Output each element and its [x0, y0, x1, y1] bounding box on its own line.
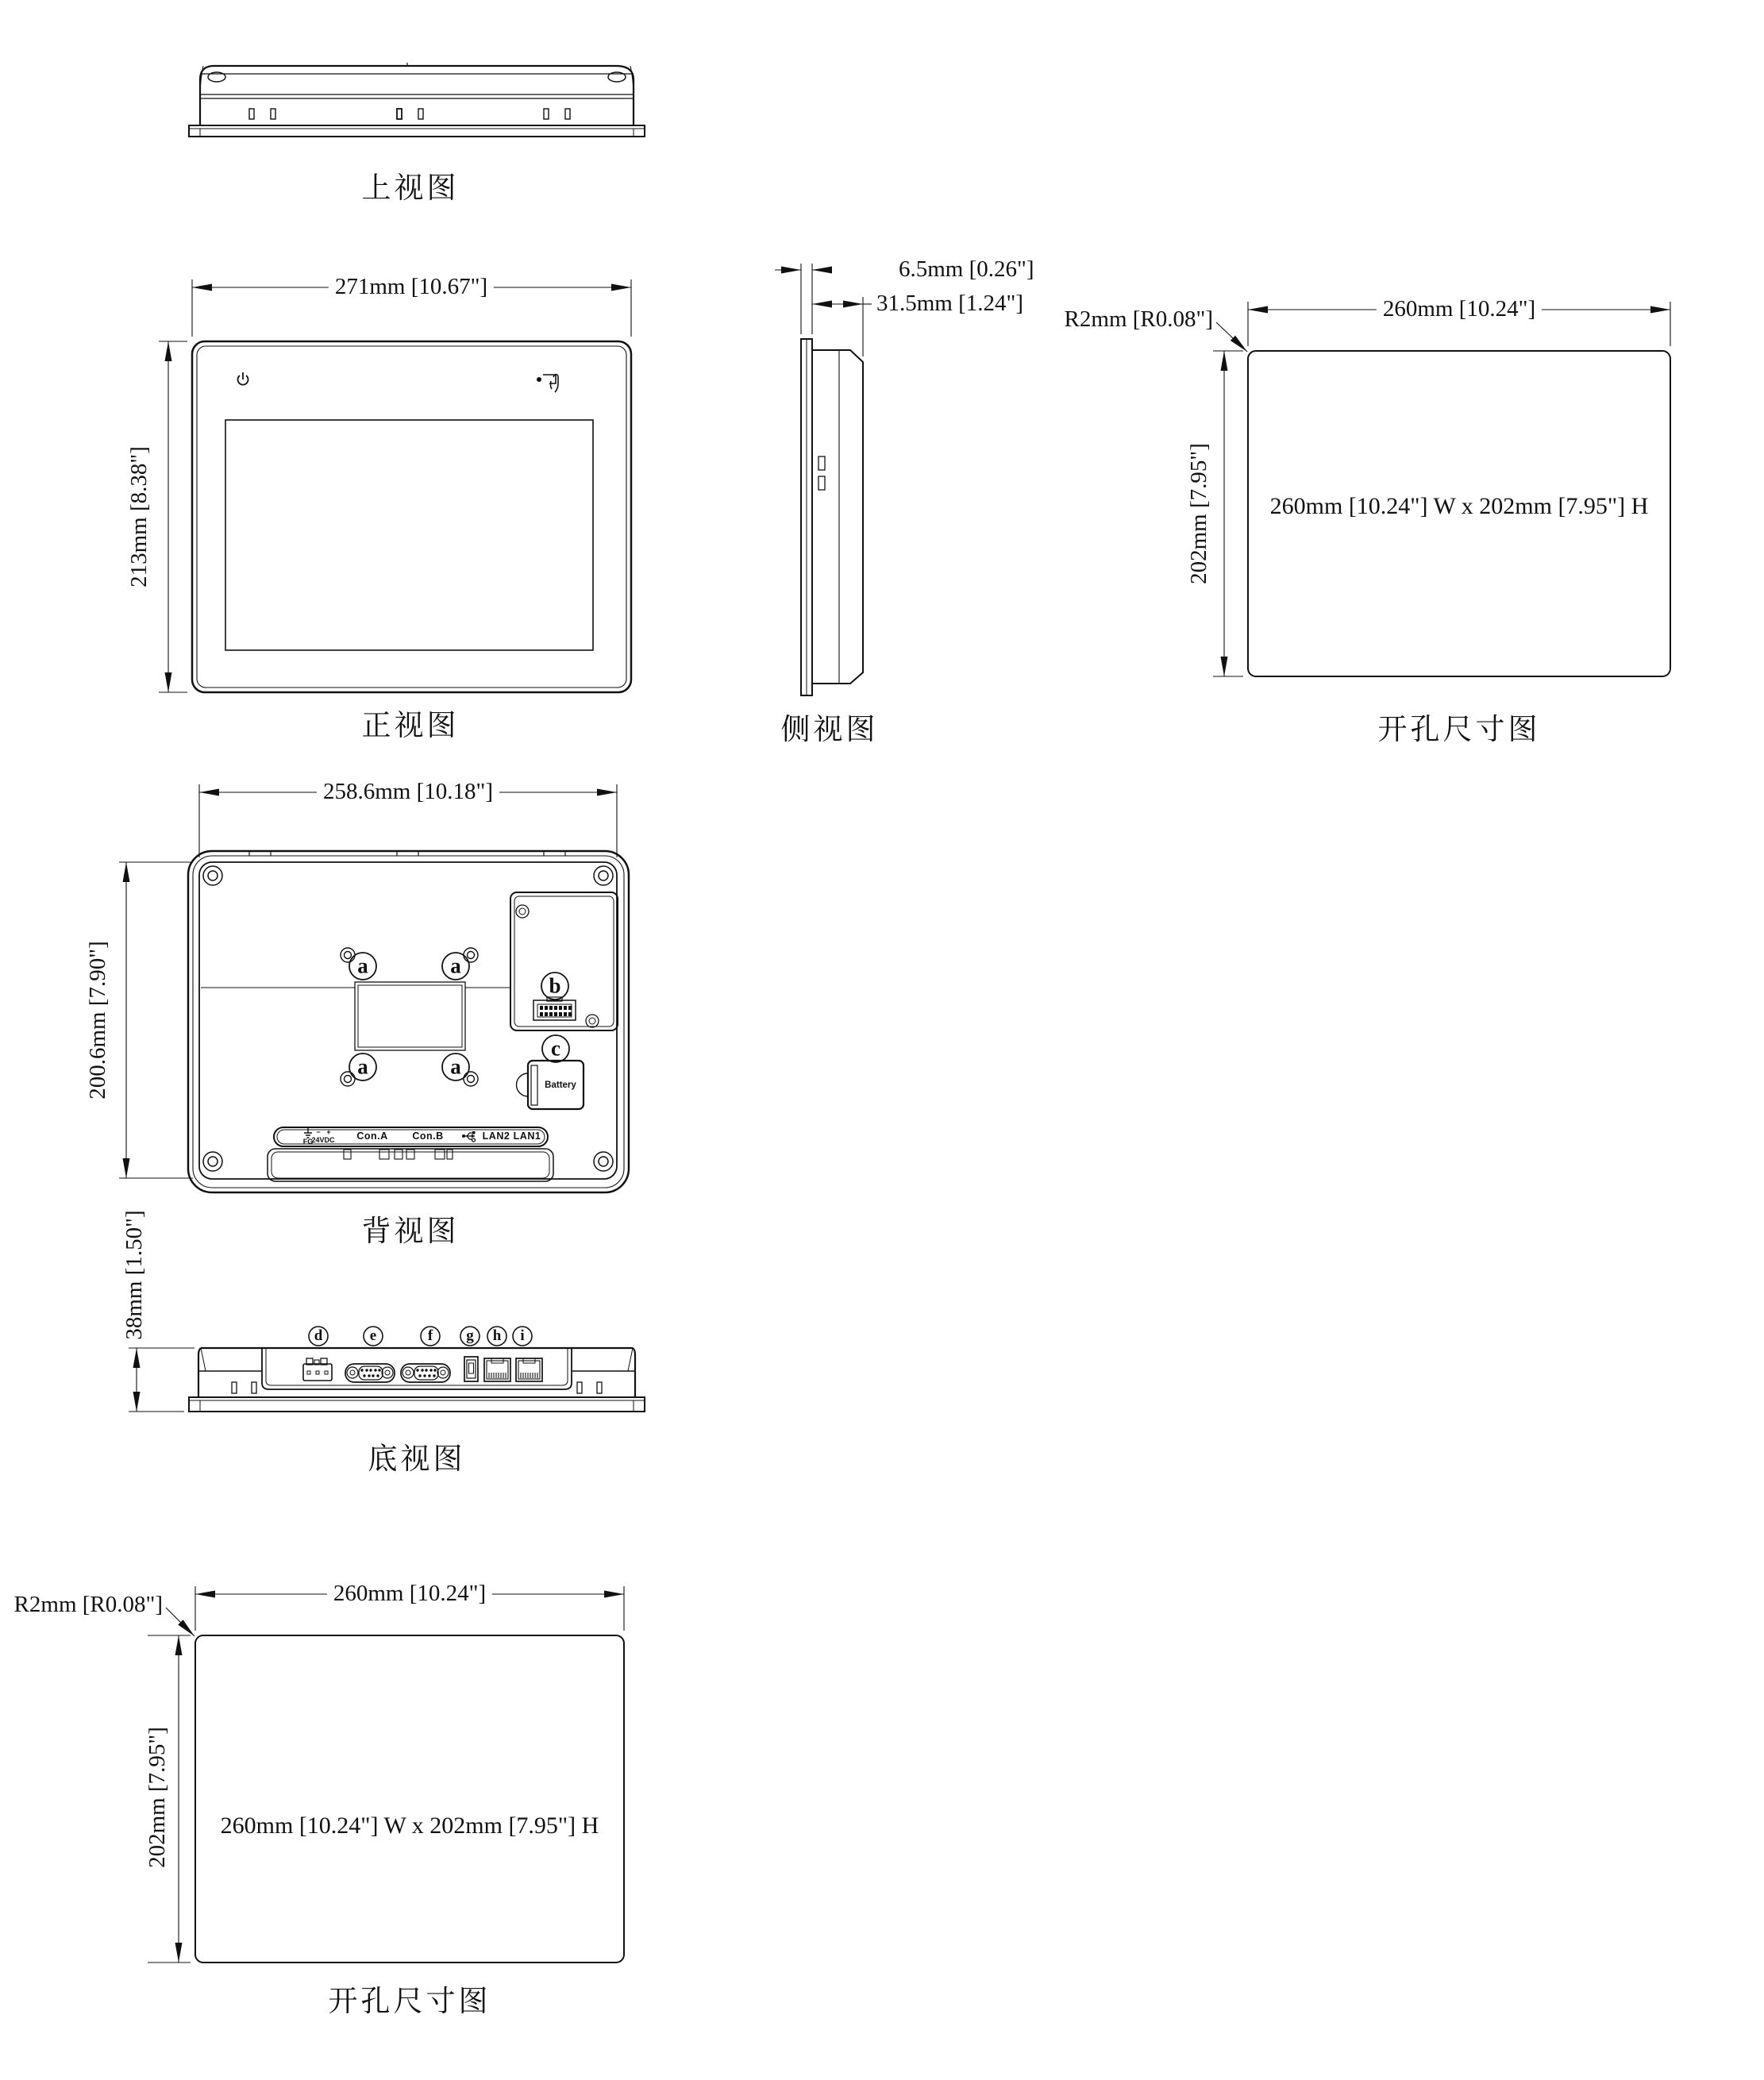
- callout-vesa-a2: a: [450, 953, 461, 978]
- callout-e: e: [369, 1327, 377, 1344]
- port-label-fg: FG: [302, 1138, 314, 1146]
- top-view-drawing: [189, 63, 645, 137]
- cutout-bottom-width-dimension: 260mm [10.24"]: [327, 1581, 492, 1607]
- callout-dip-b: b: [549, 973, 561, 998]
- cutout-top-size-text: 260mm [10.24"] W x 202mm [7.95"] H: [1269, 493, 1649, 519]
- back-height-dimension: 200.6mm [7.90"]: [86, 938, 111, 1103]
- bottom-height-dimension: 38mm [1.50"]: [122, 1207, 148, 1342]
- lan2-rj45-connector: [484, 1358, 510, 1381]
- cutout-bottom-size-text: 260mm [10.24"] W x 202mm [7.95"] H: [220, 1812, 599, 1839]
- back-width-dimension: 258.6mm [10.18"]: [317, 780, 499, 805]
- top-view-label: 上视图: [361, 172, 460, 205]
- port-label-dc-minus: −: [316, 1128, 321, 1136]
- cutout-top-width-dimension: 260mm [10.24"]: [1377, 297, 1542, 322]
- lan1-rj45-connector: [516, 1358, 542, 1381]
- cutout-bottom-drawing: [148, 1586, 624, 1963]
- callout-f: f: [427, 1327, 433, 1344]
- cutout-top-radius-dimension: R2mm [R0.08"]: [1064, 306, 1213, 333]
- battery-label: Battery: [545, 1080, 576, 1090]
- cutout-top-drawing: [1213, 302, 1670, 676]
- front-view-drawing: [159, 279, 631, 692]
- dip-switch-connector: [533, 997, 576, 1020]
- callout-vesa-a1: a: [357, 953, 368, 978]
- side-bezel-depth-dimension: 6.5mm [0.26"]: [895, 257, 1038, 283]
- cutout-top-height-dimension: 202mm [7.95"]: [1187, 440, 1212, 587]
- port-label-dc-plus: +: [326, 1128, 331, 1136]
- callout-battery-c: c: [551, 1036, 560, 1061]
- side-view-drawing: [775, 264, 872, 695]
- com-b-db9-connector: [401, 1364, 450, 1382]
- front-height-dimension: 213mm [8.38"]: [127, 443, 152, 591]
- front-width-dimension: 271mm [10.67"]: [329, 275, 494, 300]
- cutout-bottom-height-dimension: 202mm [7.95"]: [145, 1724, 171, 1871]
- cutout-top-label: 开孔尺寸图: [1377, 714, 1541, 746]
- back-view-label: 背视图: [361, 1215, 460, 1248]
- port-label-24vdc: 24VDC: [311, 1136, 335, 1144]
- side-body-depth-dimension: 31.5mm [1.24"]: [873, 291, 1026, 317]
- callout-h: h: [492, 1327, 502, 1344]
- port-label-lan1: LAN1: [513, 1131, 541, 1142]
- port-label-con-a: Con.A: [356, 1131, 388, 1142]
- cutout-bottom-label: 开孔尺寸图: [328, 1986, 491, 2018]
- display-area: [225, 420, 593, 650]
- bottom-view-drawing: [129, 1327, 645, 1412]
- front-view-label: 正视图: [361, 710, 460, 742]
- callout-g: g: [466, 1327, 474, 1344]
- port-label-lan2: LAN2: [482, 1131, 510, 1142]
- callout-i: i: [520, 1327, 525, 1344]
- callout-d: d: [314, 1327, 323, 1344]
- power-icon: [238, 372, 248, 385]
- side-view-label: 侧视图: [780, 714, 879, 746]
- bottom-view-label: 底视图: [368, 1443, 466, 1476]
- usb-port-connector: [464, 1357, 478, 1381]
- callout-vesa-a4: a: [450, 1054, 461, 1079]
- callout-vesa-a3: a: [357, 1054, 368, 1079]
- touch-screen-icon: [537, 375, 558, 392]
- corner-screws: [203, 866, 613, 1171]
- power-terminal-connector: [303, 1358, 332, 1381]
- cutout-bottom-radius-dimension: R2mm [R0.08"]: [13, 1592, 163, 1618]
- port-label-con-b: Con.B: [412, 1131, 444, 1142]
- com-a-db9-connector: [345, 1364, 395, 1382]
- usb-icon: [462, 1131, 476, 1142]
